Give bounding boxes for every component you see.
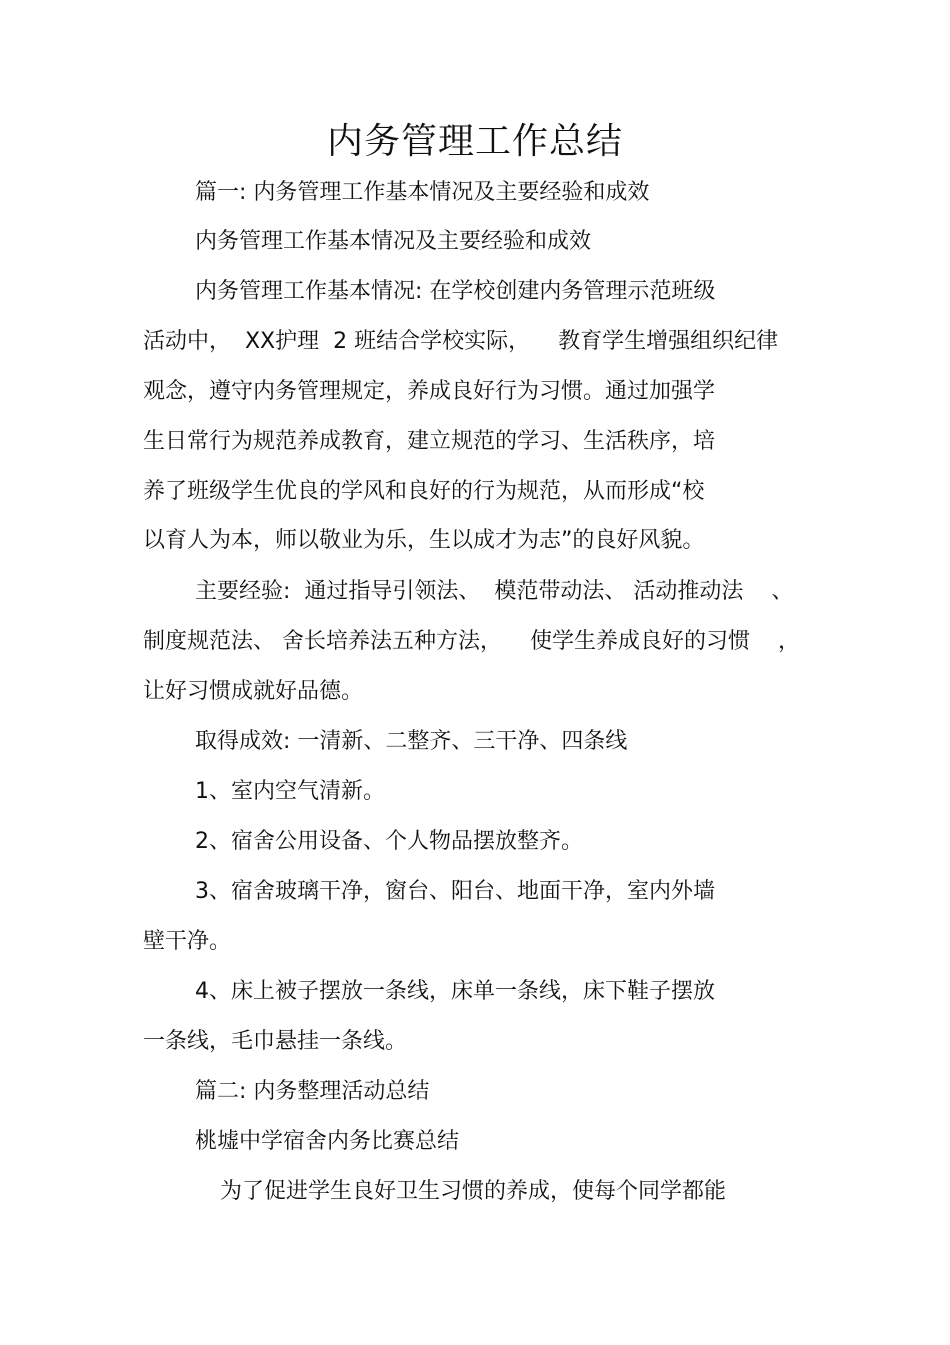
paragraph-line: 让好习惯成就好品德。 <box>143 679 364 704</box>
section-heading-1: 篇一: 内务管理工作基本情况及主要经验和成效 <box>195 180 650 205</box>
list-item: 2、宿舍公用设备、个人物品摆放整齐。 <box>195 829 583 854</box>
list-item: 1、室内空气清新。 <box>195 779 385 804</box>
paragraph-line: 养了班级学生优良的学风和良好的行为规范，从而形成“校 <box>143 479 705 504</box>
list-item-continuation: 一条线，毛巾悬挂一条线。 <box>143 1029 408 1054</box>
list-item-continuation: 壁干净。 <box>143 929 232 954</box>
paragraph-line: 取得成效: 一清新、二整齐、三干净、四条线 <box>195 729 628 754</box>
subheading: 桃墟中学宿舍内务比赛总结 <box>195 1129 460 1154</box>
paragraph-line: 制度规范法、 舍长培养法五种方法， 使学生养成良好的习惯 ， <box>143 629 800 654</box>
list-item: 4、床上被子摆放一条线，床单一条线，床下鞋子摆放 <box>195 979 715 1004</box>
paragraph-line: 主要经验: 通过指导引领法、 模范带动法、 活动推动法 、 <box>195 579 794 604</box>
subheading: 内务管理工作基本情况及主要经验和成效 <box>195 229 592 254</box>
paragraph-line: 为了促进学生良好卫生习惯的养成，使每个同学都能 <box>220 1179 727 1204</box>
document-title: 内务管理工作总结 <box>326 121 623 162</box>
paragraph-line: 以育人为本，师以敬业为乐，生以成才为志”的良好风貌。 <box>143 528 705 553</box>
paragraph-line: 活动中， XX护理 2 班结合学校实际， 教育学生增强组织纪律 <box>143 329 779 354</box>
list-item: 3、宿舍玻璃干净，窗台、阳台、地面干净，室内外墙 <box>195 879 715 904</box>
paragraph-line: 观念，遵守内务管理规定，养成良好行为习惯。通过加强学 <box>143 379 716 404</box>
section-heading-2: 篇二: 内务整理活动总结 <box>195 1079 430 1104</box>
paragraph-line: 生日常行为规范养成教育，建立规范的学习、生活秩序，培 <box>143 429 716 454</box>
paragraph-line: 内务管理工作基本情况: 在学校创建内务管理示范班级 <box>195 279 716 304</box>
